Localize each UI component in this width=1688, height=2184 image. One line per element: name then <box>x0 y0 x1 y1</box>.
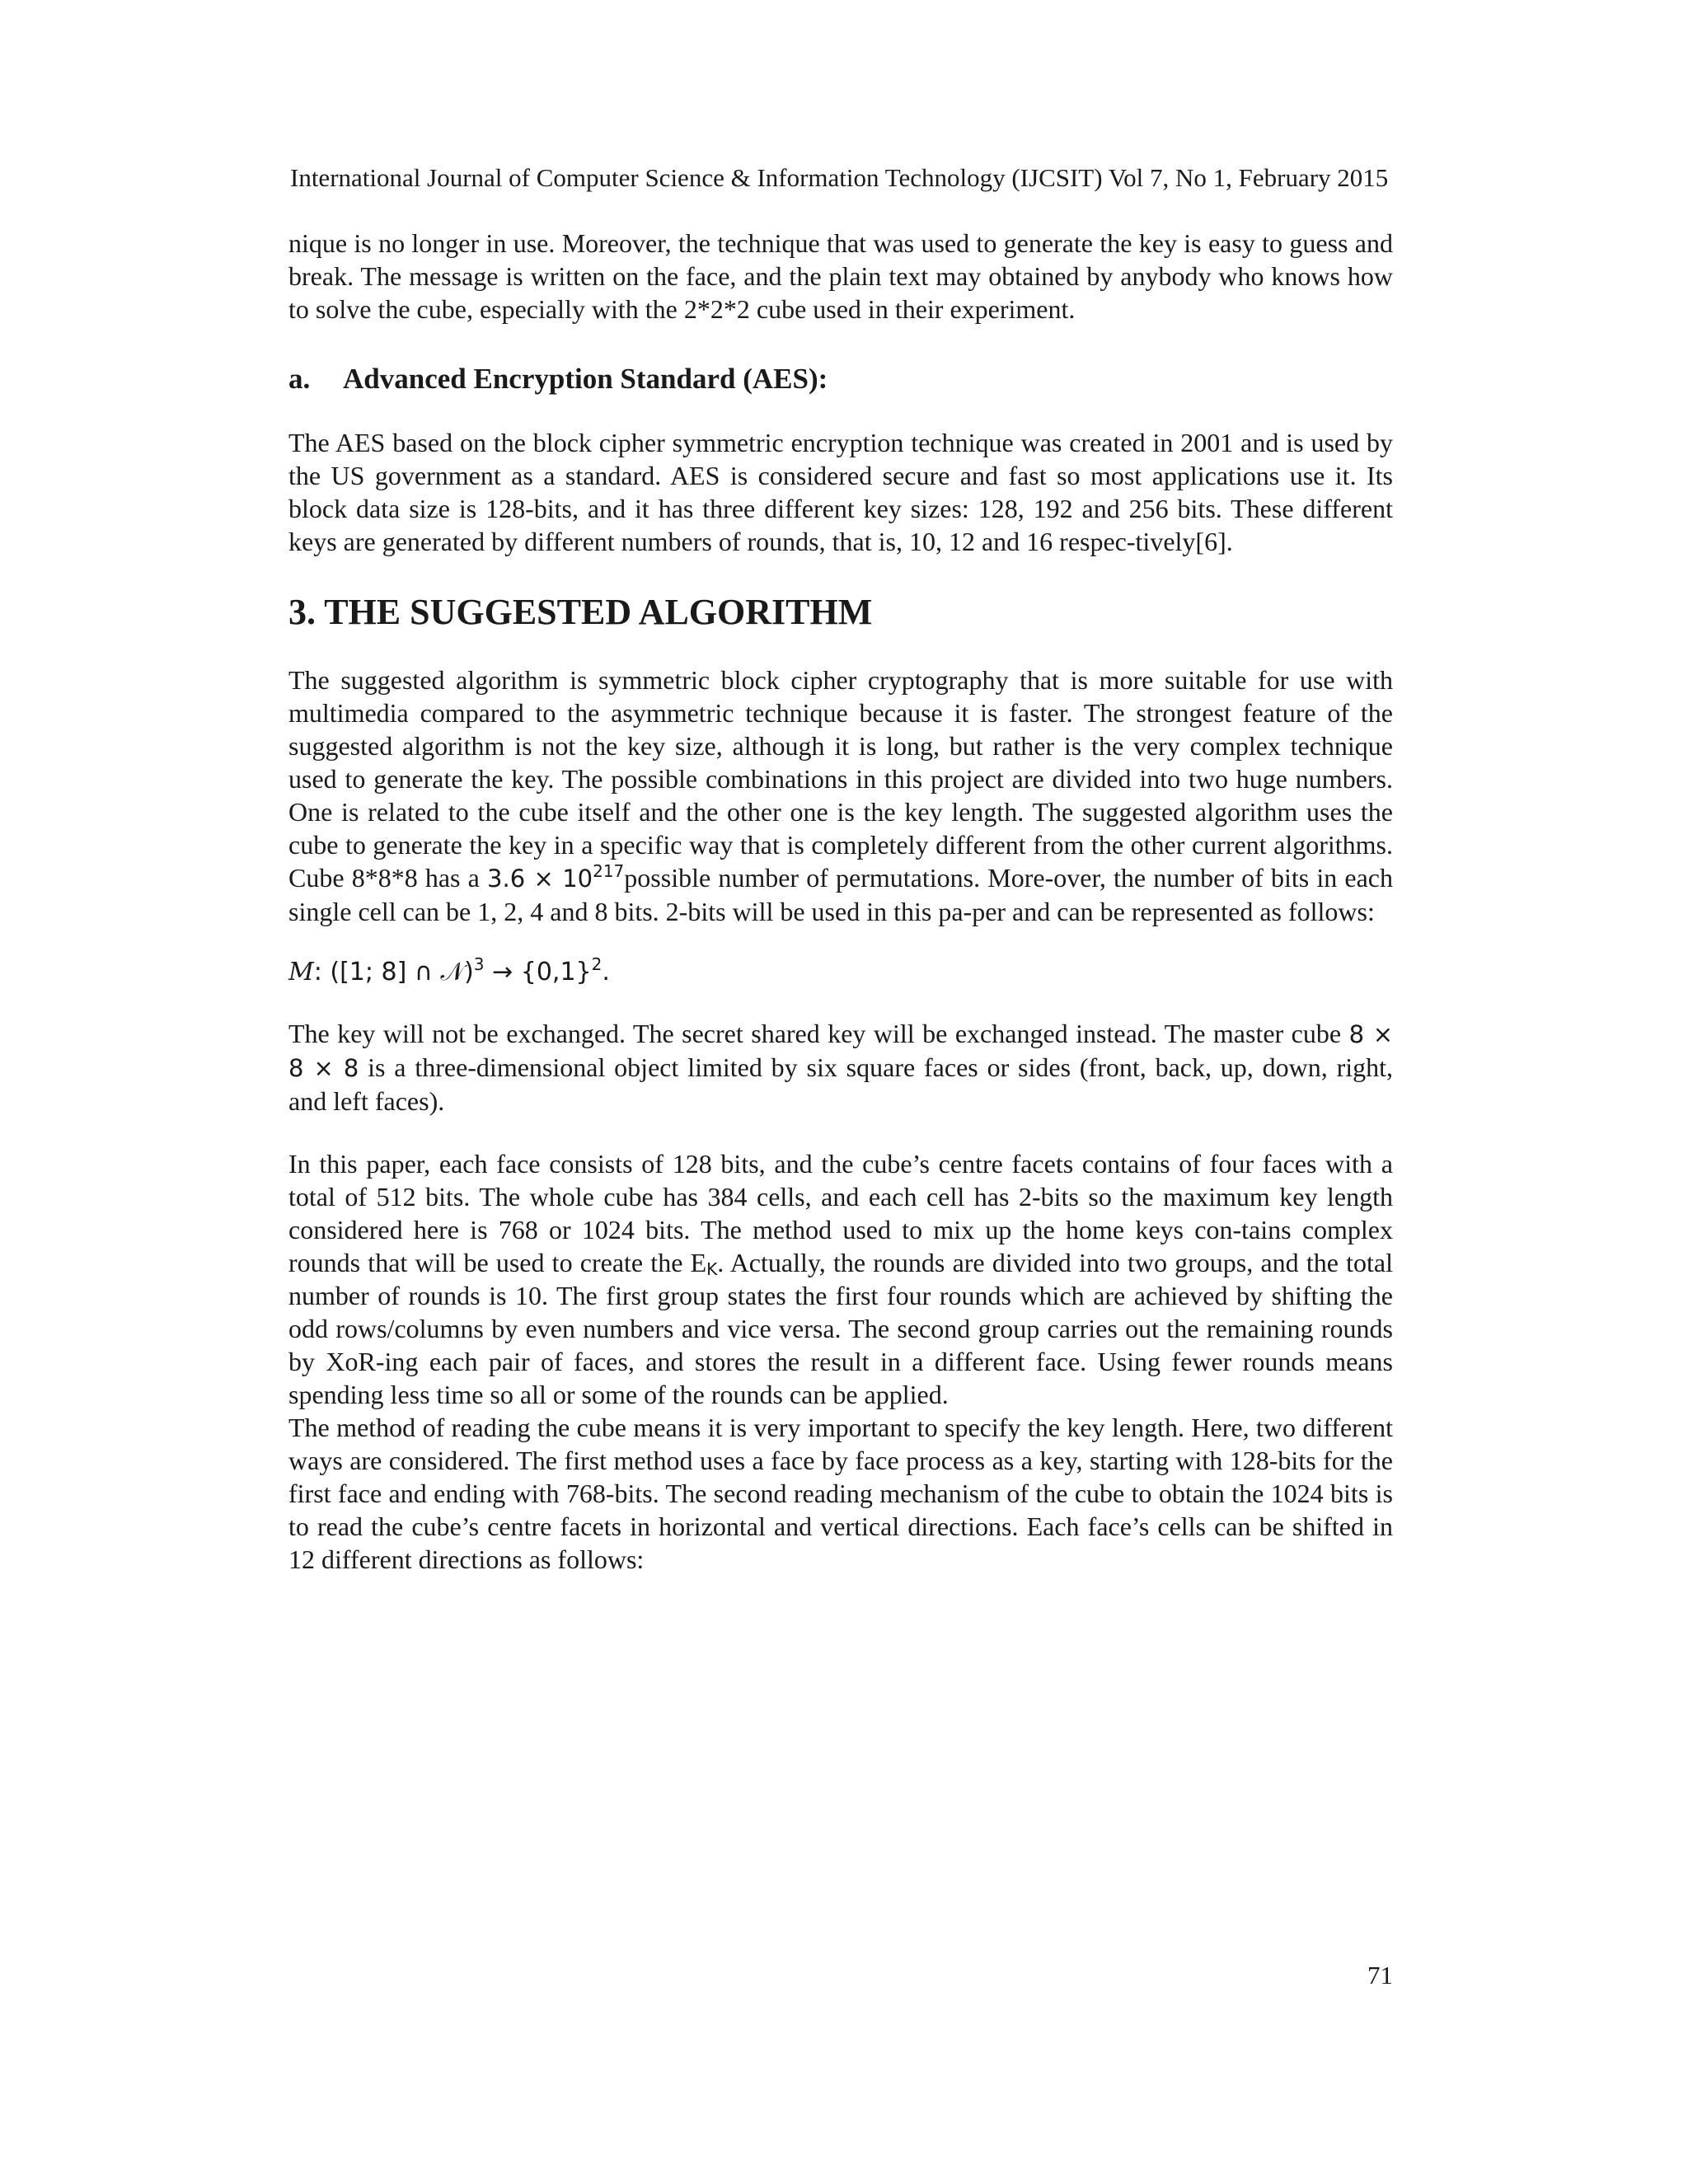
section-heading: 3. THE SUGGESTED ALGORITHM <box>288 592 873 632</box>
text-run: In this paper, each face consists of 128 bits, and the cube’s centre facets contains of four faces with a total of 512 bits. The whole cube has 384 cells, and each cell has 2-bits so the maximum key length considered here is 768 or 1024 bits. The method used to mix up the home keys con-tains complex rounds that will be used to create the E <box>288 1149 1393 1277</box>
paragraph-suggested-algorithm <box>288 663 1393 928</box>
math-exponent: 217 <box>593 861 625 881</box>
paragraph-reading-cube: The method of reading the cube means it is very important to specify the key length. Here, two different ways are considered. The first method uses a face by face process as a key, starting with 128-bits for the first face and ending with 768-bits. The second reading mechanism of the cube to obtain the 1024 bits is to read the cube’s centre facets in horizontal and vertical directions. Each face’s cells can be shifted in 12 different directions as follows: <box>288 1413 1393 1574</box>
formula-exponent-2: 2 <box>591 954 603 974</box>
formula-end: . <box>602 958 610 987</box>
text-run: The key will not be exchanged. The secret shared key will be exchanged instead. The master cube <box>288 1019 1349 1048</box>
paragraph-master-cube <box>288 1017 1393 1118</box>
page-content <box>288 227 1393 1576</box>
text-run: The suggested algorithm is symmetric block cipher cryptography that is more suitable for use with multimedia compared to the asymmetric technique because it is faster. The strongest feature of the suggested algorithm is not the key size, although it is long, but rather is the very complex technique used to generate the key. The possible combinations in this project are divided into two huge numbers. One is related to the cube itself and the other one is the key length. The suggested algorithm uses the cube to generate the key in a specific way that is completely different from the other current algorithms. Cube 8*8*8 has a <box>288 665 1393 893</box>
formula-symbol-M: M <box>288 958 314 987</box>
text-run: possible number of permutations. More-over, the number of bits in each single cell can be 1, 2, 4 and 8 bits. 2-bits will be used in this pa-per and can be represented as follows: <box>288 863 1394 926</box>
paragraph-face-bits <box>288 1147 1393 1411</box>
paragraph-gap <box>288 1118 1393 1147</box>
math-base: 3.6 × 10 <box>487 865 593 893</box>
formula-part: : ([1; 8] ∩ <box>313 958 441 987</box>
paragraph-aes: The AES based on the block cipher symmetric encryption technique was created in 2001 and is used by the US government as a standard. AES is considered secure and fast so most applications use it. Its block data size is 128-bits, and it has three different key sizes: 128, 192 and 256 bits. These different keys are generated by different numbers of rounds, that is, 10, 12 and 16 respec-tively[6]. <box>288 428 1393 556</box>
text-run: . Actually, the rounds are divided into two groups, and the total number of rounds is 10. The first group states the first four rounds which are achieved by shifting the odd rows/columns by even numbers and vice versa. The second group carries out the remaining rounds by XoR-ing each pair of faces, and stores the result in a different face. Using fewer rounds means spending less time so all or some of the rounds can be applied. <box>288 1248 1394 1409</box>
subsection-heading-aes <box>288 362 1393 396</box>
formula-exponent-3: 3 <box>473 954 485 974</box>
text-run: is a three-dimensional object limited by six square faces or sides (front, back, up, down, right, and left faces). <box>288 1052 1394 1116</box>
paragraph-continuation: nique is no longer in use. Moreover, the technique that was used to generate the key is easy to guess and break. The message is written on the face, and the plain text may obtained by anybody who knows how to solve the cube, especially with the 2*2*2 cube used in their experiment. <box>288 228 1393 324</box>
subsection-title: Advanced Encryption Standard (AES): <box>343 363 828 395</box>
cube-dimensions: 8 × 8 × 8 <box>288 1020 1394 1082</box>
formula-symbol-N: 𝒩 <box>440 958 465 987</box>
permutation-count <box>487 861 625 893</box>
mapping-formula <box>288 956 1393 989</box>
running-header: International Journal of Computer Science & Information Technology (IJCSIT) Vol 7, No 1, February 2015 <box>290 163 1389 192</box>
key-subscript: K <box>706 1259 718 1279</box>
page-number: 71 <box>1367 1961 1393 1990</box>
formula-close: ) <box>464 958 474 987</box>
subsection-number: a. <box>288 363 311 395</box>
formula-arrow: → {0,1} <box>484 958 592 987</box>
